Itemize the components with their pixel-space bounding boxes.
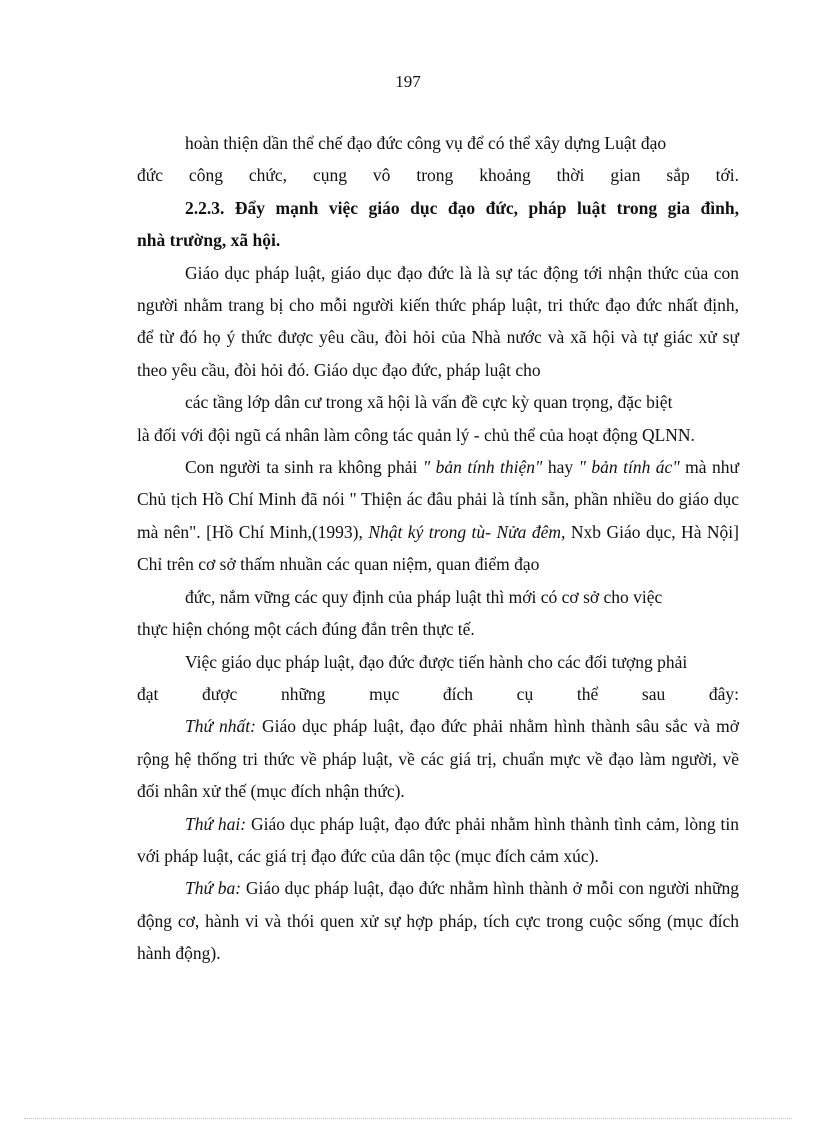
section-heading-line-1: 2.2.3. Đẩy mạnh việc giáo dục đạo đức, pháp luật trong gia đình, [185,197,739,218]
second-goal-text: Giáo dục pháp luật, đạo đức phải nhằm hình thành tình cảm, lòng tin với pháp luật, các giá trị đạo đức của dân tộc (mục đích cảm xúc). [137,813,739,866]
p3-text-2: hay [542,457,579,478]
paragraph-3b: đức, nắm vững các quy định của pháp luật thì mới có cơ sở cho việc [185,586,663,607]
first-goal-label: Thứ nhất: [185,716,256,737]
paragraph-second-goal [137,808,739,873]
p3-text-1: Con người ta sinh ra không phải [185,457,423,478]
third-goal-label: Thứ ba: [185,878,242,899]
third-goal-text: Giáo dục pháp luật, đạo đức nhằm hình thành ở mỗi con người những động cơ, hành vi và thói quen xử sự hợp pháp, tích cực trong cuộc sống (mục đích hành động). [137,878,739,964]
document-body [137,127,739,970]
paragraph-4-line-2: đạt được những mục đích cụ thể sau đây: [137,683,739,704]
paragraph-3a [137,451,739,581]
paragraph-2c: là đối với đội ngũ cá nhân làm công tác quản lý - chủ thể của hoạt động QLNN. [137,424,695,445]
p3-text-4: Nxb Giáo dục, Hà Nội] Chỉ trên cơ sở thấm nhuần các quan niệm, quan điểm đạo [137,521,739,575]
first-goal-text: Giáo dục pháp luật, đạo đức phải nhằm hình thành sâu sắc và mở rộng hệ thống tri thức về pháp luật, về các giá trị, chuẩn mực về đạo làm người, về đối nhân xử thế (mục đích nhận thức). [137,716,739,802]
p3-italic-1: " bản tính thiện" [422,457,543,478]
paragraph-2b: các tầng lớp dân cư trong xã hội là vấn đề cực kỳ quan trọng, đặc biệt [185,392,673,413]
paragraph-2a: Giáo dục pháp luật, giáo dục đạo đức là là sự tác động tới nhận thức của con người nhằm trang bị cho mỗi người kiến thức pháp luật, tri thức đạo đức nhất định, để từ đó họ ý thức được yêu cầu, đòi hỏi của Nhà nước và xã hội và tự giác xử sự theo yêu cầu, đòi hỏi đó. Giáo dục đạo đức, pháp luật cho [137,262,739,380]
p3-text-3: mà như Chủ tịch Hồ Chí Minh đã nói " Thiện ác đâu phải là tính sẵn, phần nhiều do giáo dục mà nên". [Hồ Chí Minh,(1993), [137,457,739,542]
page-bottom-divider [24,1118,792,1119]
section-heading-line-2: nhà trường, xã hội. [137,230,281,251]
paragraph-3c: thực hiện chóng một cách đúng đắn trên thực tế. [137,619,475,640]
paragraph-1-line-2: đức công chức, cụng vô trong khoảng thời gian sắp tới. [137,165,739,186]
page-number: 197 [395,72,421,91]
paragraph-1-line-1: hoàn thiện dần thể chế đạo đức công vụ để có thể xây dựng Luật đạo [185,133,667,153]
paragraph-4-line-1: Việc giáo dục pháp luật, đạo đức được tiến hành cho các đối tượng phải [185,651,688,672]
p3-italic-2: " bản tính ác" [578,457,680,478]
p3-italic-3: Nhật ký trong tù- Nửa đêm, [368,521,566,542]
paragraph-first-goal [137,710,739,807]
second-goal-label: Thứ hai: [185,813,247,834]
paragraph-third-goal [137,872,739,969]
